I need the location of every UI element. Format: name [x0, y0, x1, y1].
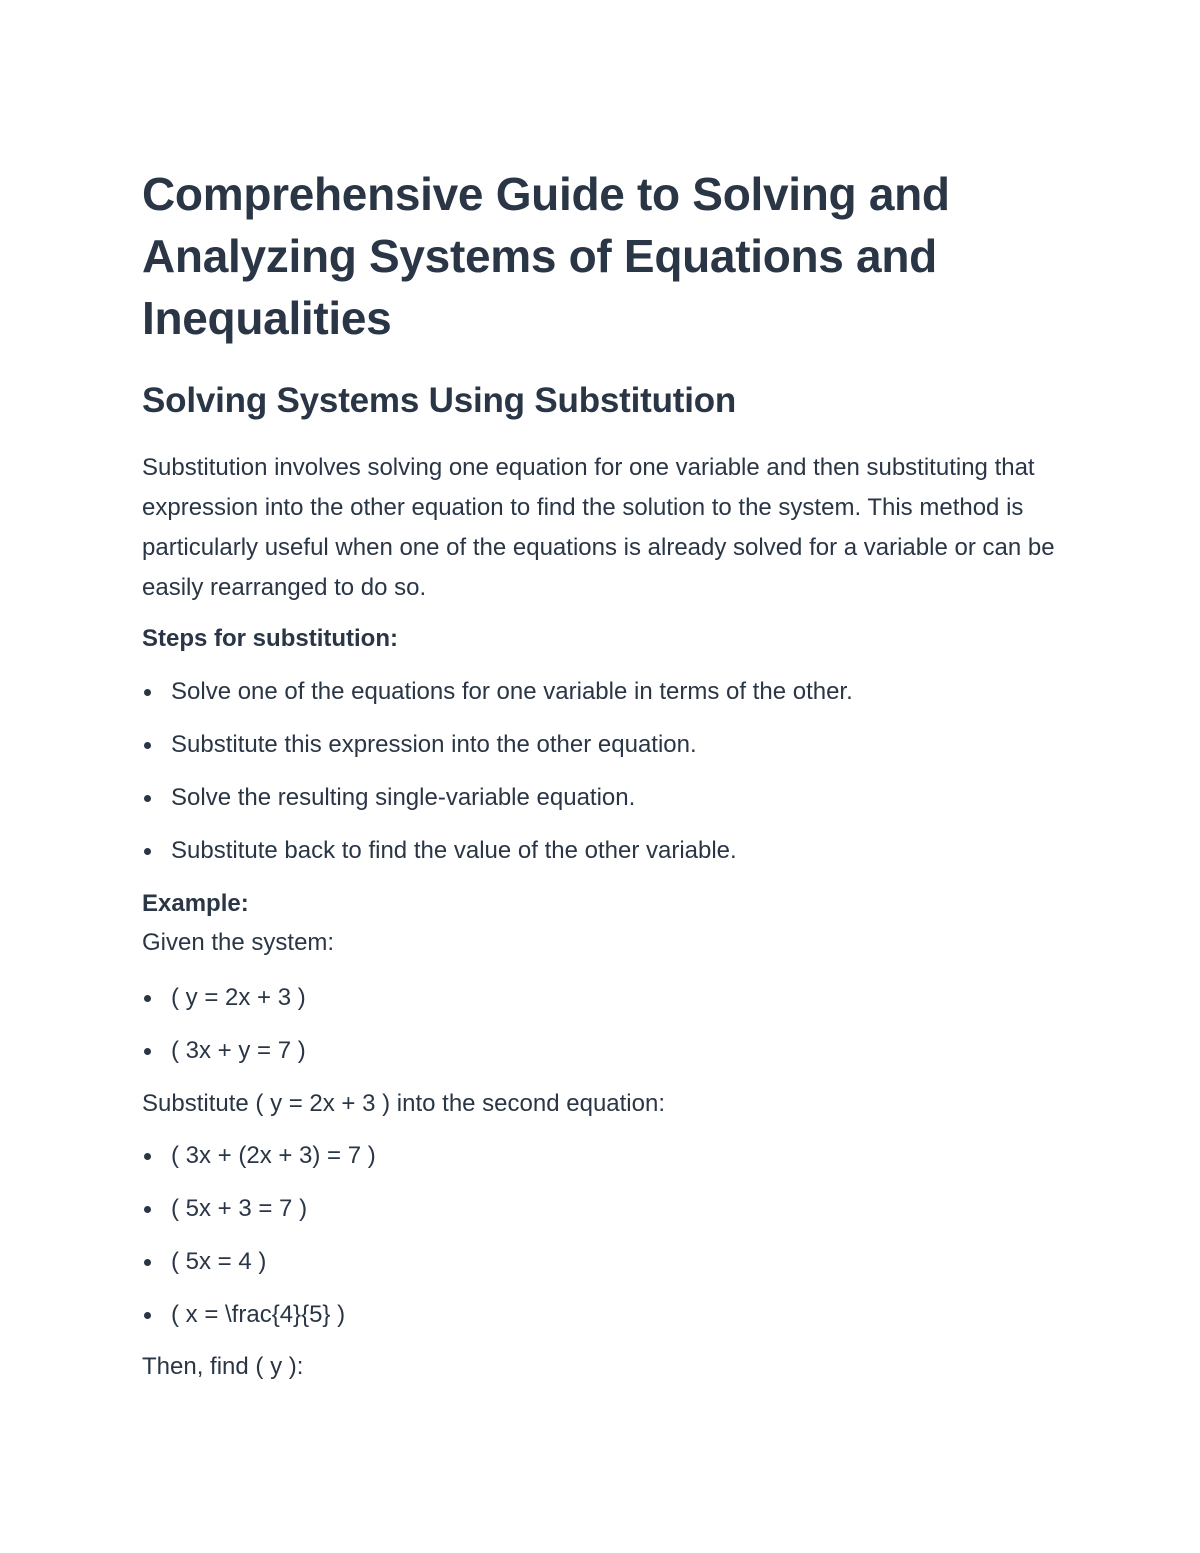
- bullet-icon: [144, 689, 151, 696]
- bullet-icon: [144, 1153, 151, 1160]
- substitute-text: Substitute ( y = 2x + 3 ) into the second equation:: [142, 1090, 665, 1117]
- list-item: [142, 727, 1072, 780]
- bullet-icon: [144, 848, 151, 855]
- given-text: Given the system:: [142, 929, 335, 956]
- list-item: [142, 1244, 1072, 1297]
- bullet-icon: [144, 742, 151, 749]
- list-item: [142, 833, 1072, 886]
- list-item-text: Substitute back to find the value of the other variable.: [171, 837, 737, 864]
- list-item: [142, 674, 1072, 727]
- equation-text: ( y = 2x + 3 ): [171, 984, 306, 1011]
- intro-paragraph: Substitution involves solving one equation for one variable and then substituting that expression into the other equation to find the solution to the system. This method is particularly useful when one of the equations is already solved for a variable or can be easily rearranged to do so.: [142, 454, 1055, 601]
- steps-label: Steps for substitution:: [142, 625, 398, 652]
- list-item-text: Solve one of the equations for one variable in terms of the other.: [171, 678, 853, 705]
- steps-list: [142, 674, 1072, 886]
- equation-text: ( x = \frac{4}{5} ): [171, 1301, 346, 1328]
- bullet-icon: [144, 1259, 151, 1266]
- list-item: [142, 1033, 1072, 1086]
- equation-text: ( 3x + (2x + 3) = 7 ): [171, 1142, 376, 1169]
- bullet-icon: [144, 1048, 151, 1055]
- then-text: Then, find ( y ):: [142, 1353, 304, 1380]
- list-item: [142, 1138, 1072, 1191]
- list-item-text: Solve the resulting single-variable equation.: [171, 784, 636, 811]
- solution-steps-list: [142, 1138, 1072, 1350]
- equation-text: ( 5x = 4 ): [171, 1248, 267, 1275]
- equation-text: ( 5x + 3 = 7 ): [171, 1195, 308, 1222]
- bullet-icon: [144, 1312, 151, 1319]
- page-title: Comprehensive Guide to Solving and Analyzing Systems of Equations and Inequalities: [142, 168, 950, 344]
- list-item-text: Substitute this expression into the other equation.: [171, 731, 697, 758]
- list-item: [142, 1191, 1072, 1244]
- bullet-icon: [144, 795, 151, 802]
- example-label: Example:: [142, 890, 249, 917]
- list-item: [142, 980, 1072, 1033]
- list-item: [142, 1297, 1072, 1350]
- section-heading: Solving Systems Using Substitution: [142, 381, 737, 420]
- list-item: [142, 780, 1072, 833]
- equation-text: ( 3x + y = 7 ): [171, 1037, 306, 1064]
- bullet-icon: [144, 1206, 151, 1213]
- system-equations-list: [142, 980, 1072, 1086]
- bullet-icon: [144, 995, 151, 1002]
